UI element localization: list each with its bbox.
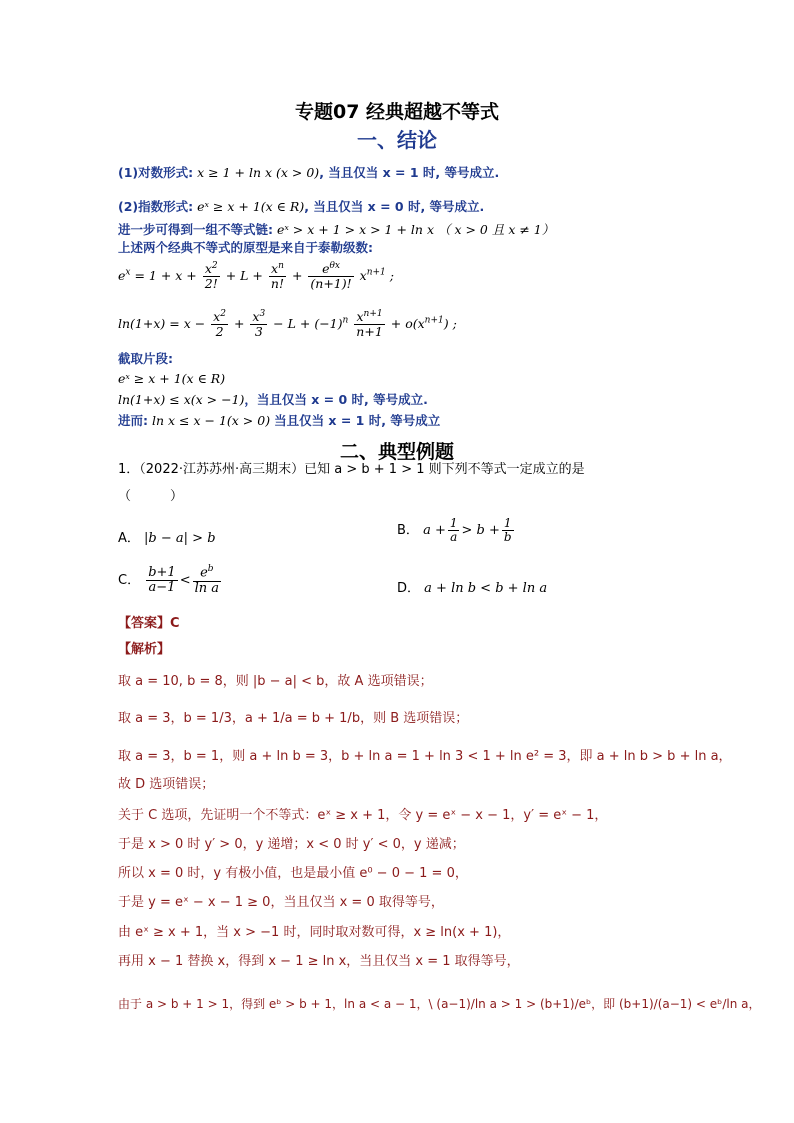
analysis-line: 由于 a > b + 1 > 1，得到 eᵇ > b + 1，ln a < a − 1，\ (a−1)/ln a > 1 > (b+1)/eᵇ，即 (b+1)/(a−1) < eᵇ/ln a， (118, 997, 761, 1011)
taylor-intro: 上述两个经典不等式的原型是来自于泰勒级数: (118, 240, 373, 255)
analysis-line: 故 D 选项错误； (118, 777, 215, 792)
analysis-line: 取 a = 3，b = 1，则 a + ln b = 3，b + ln a = 1 + ln 3 < 1 + ln e² = 3，即 a + ln b > b + ln a， (118, 749, 732, 764)
option-d-formula: a + ln b < b + ln a (424, 581, 548, 596)
question-stem: 1．（2022·江苏苏州·高三期末）已知 a > b + 1 > 1 则下列不等式一定成立的是 (118, 462, 585, 477)
analysis-label: 【解析】 (118, 642, 171, 657)
option-a-label: A． (118, 531, 140, 546)
option-a (118, 527, 216, 546)
item1-label: (1)对数形式: (118, 165, 194, 180)
item1-formula: x ≥ 1 + ln x (x > 0) (197, 165, 320, 180)
cut2-formula: ln(1+x) ≤ x(x > −1) (118, 392, 245, 407)
analysis-line: 于是 y = eˣ − x − 1 ≥ 0，当且仅当 x = 0 取得等号， (118, 895, 444, 910)
analysis-line: 由 eˣ ≥ x + 1，当 x > −1 时，同时取对数可得，x ≥ ln(x + 1)， (118, 925, 511, 940)
item2-formula: eˣ ≥ x + 1(x ∈ R) (197, 199, 305, 214)
page-title: 专题07 经典超越不等式 (294, 101, 500, 123)
conclusion-item-2 (118, 200, 484, 214)
item2-condition: , 当且仅当 x = 0 时, 等号成立. (304, 199, 485, 214)
option-d-label: D． (397, 581, 421, 596)
cut-formula-2 (118, 393, 428, 407)
cut3-formula: ln x ≤ x − 1(x > 0) (151, 413, 271, 428)
chain-label: 进一步可得到一组不等式链: (118, 222, 273, 237)
analysis-line: 关于 C 选项，先证明一个不等式：eˣ ≥ x + 1，令 y = eˣ − x − 1，y′ = eˣ − 1， (118, 808, 608, 823)
exp-taylor-series: $e^x = 1 + x$ + $\frac{x^2}{2!}$ + L + $\frac{x^n}{n!}$ + $\frac{e^{\theta x}}{(n+1)!}$ $x^{n+1}$ ; (118, 261, 394, 291)
section-heading-conclusion: 一、结论 (357, 128, 437, 152)
analysis-line: 取 a = 3，b = 1/3，a + 1/a = b + 1/b，则 B 选项错误； (118, 711, 469, 726)
analysis-line: 再用 x − 1 替换 x，得到 x − 1 ≥ ln x，当且仅当 x = 1 取得等号， (118, 954, 520, 969)
inequality-chain (118, 223, 554, 237)
conclusion-item-1 (118, 166, 499, 180)
option-b-label: B． (397, 523, 419, 539)
option-a-formula: |b − a| > b (144, 531, 216, 546)
analysis-line: 取 a = 10, b = 8，则 |b − a| < b，故 A 选项错误； (118, 674, 433, 689)
item2-label: (2)指数形式: (118, 199, 194, 214)
option-d (397, 577, 547, 596)
cut-label: 截取片段: (118, 351, 173, 366)
cut3-prefix: 进而: (118, 413, 148, 428)
analysis-line: 于是 x > 0 时 y′ > 0，y 递增；x < 0 时 y′ < 0，y 递减； (118, 837, 465, 852)
answer-blank: （ ） (118, 489, 184, 504)
answer-label: 【答案】C (118, 616, 180, 631)
chain-formula: eˣ > x + 1 > x > 1 + ln x (276, 222, 434, 237)
cut-formula-3 (118, 414, 440, 428)
cut-formula-1: eˣ ≥ x + 1(x ∈ R) (118, 371, 226, 386)
option-b: B． a + $\frac{1}{a}$ > b + $\frac{1}{b}$ (397, 516, 512, 545)
item1-condition: , 当且仅当 x = 1 时, 等号成立. (319, 165, 500, 180)
cut3-condition: 当且仅当 x = 1 时, 等号成立 (274, 413, 441, 428)
analysis-line: 所以 x = 0 时，y 有极小值，也是最小值 e⁰ − 0 − 1 = 0， (118, 866, 468, 881)
option-c: C． $\frac{b+1}{a-1}$ < $\frac{e^b}{\text{ln a}}$ (118, 564, 220, 596)
chain-condition: （ x > 0 且 x ≠ 1） (437, 222, 555, 237)
cut2-condition: ，当且仅当 x = 0 时, 等号成立. (244, 392, 428, 407)
ln-taylor-series: ln(1+x) = x − $\frac{x^2}{2}$ + $\frac{x^3}{3}$ − $L + (-1)^n$ $\frac{x^{n+1}}{n+1}$ + $o(x^{n+1})$ ; (118, 309, 457, 339)
section-heading-examples: 二、典型例题 (339, 441, 454, 463)
option-c-label: C． (118, 572, 141, 588)
